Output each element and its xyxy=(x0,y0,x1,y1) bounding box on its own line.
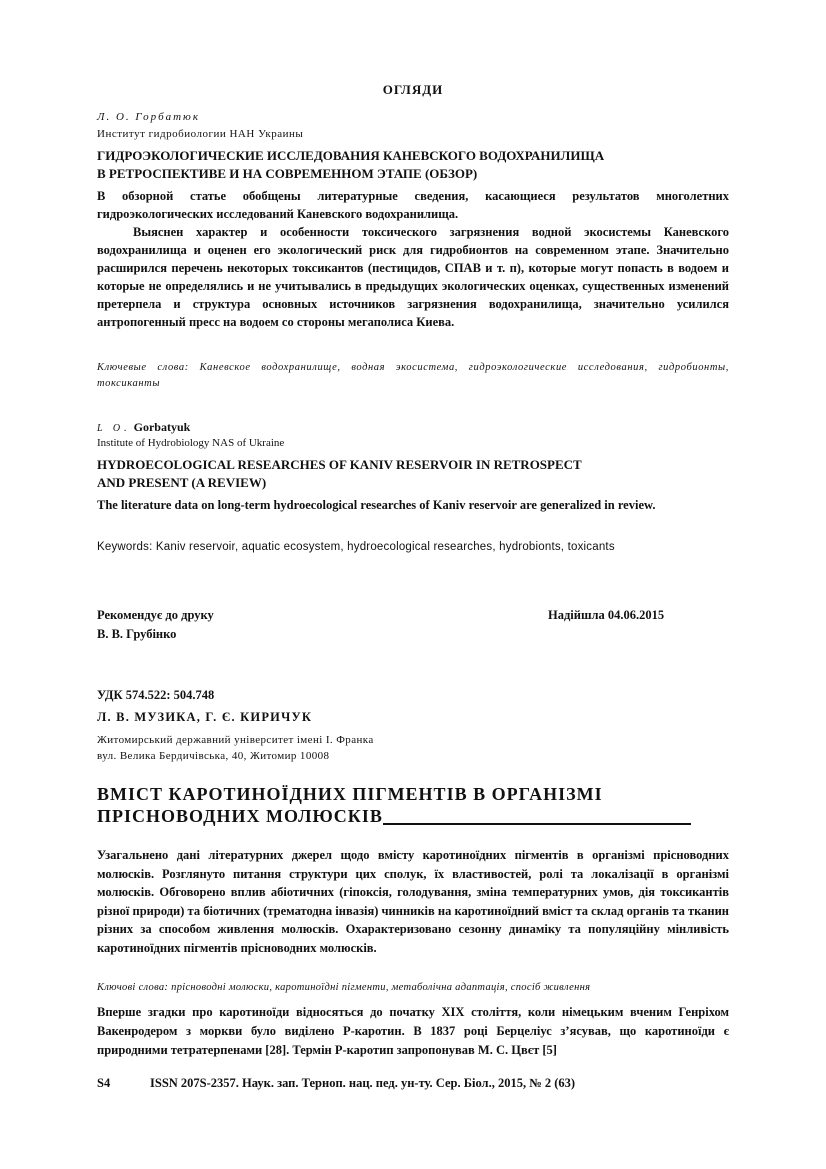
article1-en-keywords: Keywords: Kaniv reservoir, aquatic ecosystem, hydroecological researches, hydrobionts, toxicants xyxy=(97,541,615,553)
article2-body-start: Вперше згадки про каротиноїди відносяться до початку XIX століття, коли німецьким вченим Генріхом Вакенродером з моркви було виділено Р-каротин. В 1837 році Берцеліус з’ясував, що каротиноїди є природними тетратерпенами [28]. Термін Р-каротип запропонував М. С. Цвєт [5] xyxy=(97,1005,729,1057)
article1-en-affiliation: Institute of Hydrobiology NAS of Ukraine xyxy=(97,437,285,449)
section-header: ОГЛЯДИ xyxy=(382,82,444,97)
article1-en-abstract: The literature data on long-term hydroecological researches of Kaniv reservoir are generalized in review. xyxy=(97,498,656,512)
article1-en-author-surname: Gorbatyuk xyxy=(133,420,191,434)
article1-en-author-initials: L O. xyxy=(97,423,131,434)
article1-abstract-p2: Выяснен характер и особенности токсического загрязнения водной экосистемы Каневского водохранилища и оценен его экологический риск для гидробионтов на современном этапе. Значительно расширился перечень некоторых токсикантов (пестицидов, СПАВ и т. п), которые могут попасть в водоем и которые не определялись и не учитывались в предыдущих экологических оценках, существенных изменений претерпела и структура основных источников загрязнения водохранилища, значительно усилился антропогенный пресс на водоем со стороны мегаполиса Киева. xyxy=(97,225,729,329)
article1-keywords: Ключевые слова: Каневское водохранилище, водная экосистема, гидроэкологические исследования, гидробионты, токсиканты xyxy=(97,362,729,389)
page-number: S4 xyxy=(97,1076,111,1090)
article1-author: Л. О. Горбатюк xyxy=(97,111,200,123)
article2-udk: УДК 574.522: 504.748 xyxy=(97,688,215,702)
article2-abstract: Узагальнено дані літературних джерел щодо вмісту каротиноїдних пігментів в організмі прісноводних молюсків. Розглянуто питання структури цих сполук, їх властивостей, ролі та локалізації в організмі молюсків. Обговорено вплив абіотичних (гіпоксія, голодування, зміна температурних умов, дія токсикантів різної природи) та біотичних (трематодна інвазія) чинників на каротиноїдний вміст та склад органів та тканин різних за способом живлення молюсків. Охарактеризовано сезонну динаміку та популяційну мінливість каротиноїдних пігментів прісноводних молюсків. xyxy=(97,848,729,955)
article1-title-line1: ГИДРОЭКОЛОГИЧЕСКИЕ ИССЛЕДОВАНИЯ КАНЕВСКОГО ВОДОХРАНИЛИЩА xyxy=(97,148,605,163)
article1-affiliation: Институт гидробиологии НАН Украины xyxy=(97,128,304,140)
article2-keywords: Ключові слова: прісноводні молюски, каротиноїдні пігменти, метаболічна адаптація, спосіб живлення xyxy=(97,982,591,993)
article2-title-line2-text: ПРІСНОВОДНИХ МОЛЮСКІВ xyxy=(97,806,383,826)
title-rule xyxy=(383,823,691,825)
article2-affiliation-line2: вул. Велика Бердичівська, 40, Житомир 10008 xyxy=(97,750,330,762)
article1-title-line2: В РЕТРОСПЕКТИВЕ И НА СОВРЕМЕННОМ ЭТАПЕ (ОБЗОР) xyxy=(97,166,478,181)
recommend-label: Рекомендує до друку xyxy=(97,608,214,622)
article2-affiliation-line1: Житомирський державний університет імені І. Франка xyxy=(97,734,374,746)
article1-abstract-p1: В обзорной статье обобщены литературные сведения, касающиеся результатов многолетних гидроэкологических исследований Каневского водохранилища. xyxy=(97,189,729,221)
article2-title-line1: ВМІСТ КАРОТИНОЇДНИХ ПІГМЕНТІВ В ОРГАНІЗМІ xyxy=(97,784,603,804)
journal-footer: ISSN 207S-2357. Наук. зап. Терноп. нац. пед. ун-ту. Сер. Біол., 2015, № 2 (63) xyxy=(150,1076,576,1090)
article2-title-line2 xyxy=(97,806,691,827)
article1-en-title-line1: HYDROECOLOGICAL RESEARCHES OF KANIV RESERVOIR IN RETROSPECT xyxy=(97,457,582,472)
received-date: Надійшла 04.06.2015 xyxy=(548,608,665,622)
article2-authors: Л. В. МУЗИКА, Г. Є. КИРИЧУК xyxy=(97,710,313,724)
article1-en-author xyxy=(97,420,190,435)
article1-en-title-line2: AND PRESENT (A REVIEW) xyxy=(97,475,267,490)
recommend-name: В. В. Грубінко xyxy=(97,627,177,641)
